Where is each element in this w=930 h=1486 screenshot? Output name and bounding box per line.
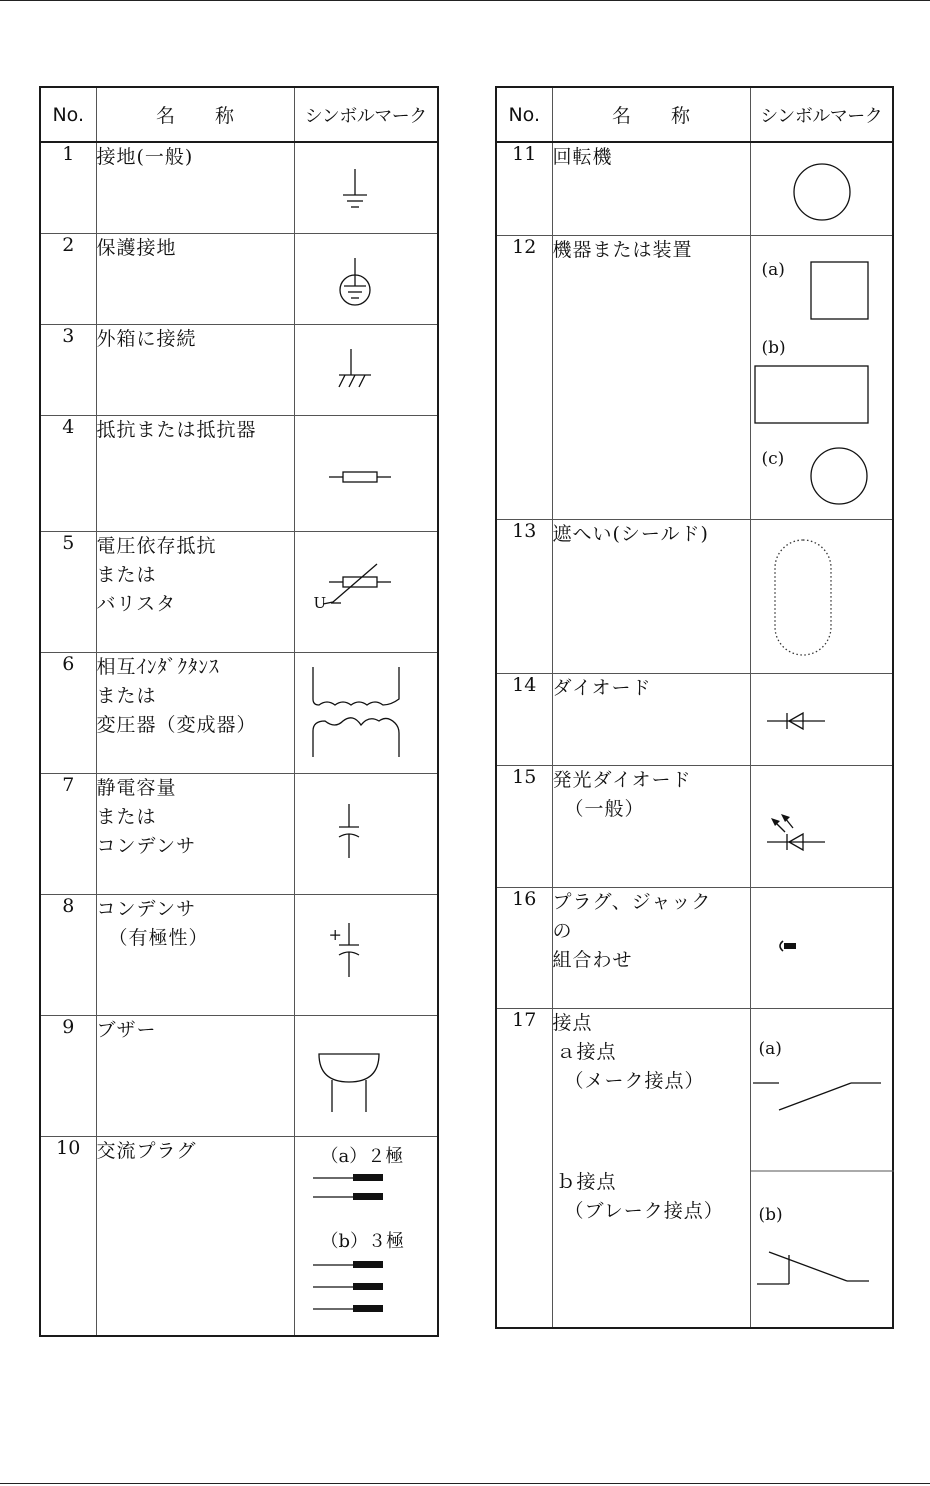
row-number: 5: [40, 531, 96, 652]
plug-2pole-label: （a）２極: [320, 1145, 404, 1167]
row-symbol: [750, 673, 893, 765]
table-row: [496, 1008, 893, 1328]
shield-icon: [751, 520, 894, 674]
header-no: No.: [496, 87, 552, 142]
row-symbol: [294, 531, 438, 652]
row-name-line: または: [96, 563, 157, 586]
row-name-line: 交流プラグ: [96, 1139, 197, 1162]
table-header: [40, 87, 438, 142]
earth-ground-icon: [295, 143, 439, 234]
row-number: 9: [40, 1015, 96, 1136]
symbol-table-left: [39, 86, 439, 1337]
row-name-line: ｂ接点: [556, 1170, 617, 1193]
table-row: [40, 531, 438, 652]
row-symbol: [294, 324, 438, 415]
row-name-line: （ブレーク接点）: [564, 1199, 724, 1222]
header-symbol: シンボルマーク: [750, 87, 893, 142]
table-row: [40, 773, 438, 894]
row-number: 15: [496, 765, 552, 887]
row-name: [96, 233, 294, 324]
device-b-label: (b): [761, 337, 786, 358]
symbol-table-right: [495, 86, 894, 1329]
header-name: 名称: [552, 87, 750, 142]
contact-switch-icon: [751, 1009, 894, 1329]
row-symbol: [294, 773, 438, 894]
row-name-line: （有極性）: [108, 926, 209, 949]
row-name-line: 回転機: [552, 146, 613, 168]
contact-b-label: (b): [758, 1204, 783, 1225]
row-name-line: 抵抗または抵抗器: [96, 418, 257, 441]
row-name: [552, 142, 750, 235]
row-name-line: コンデンサ: [96, 897, 197, 920]
bottom-rule: [0, 1483, 930, 1484]
device-icon: [751, 236, 894, 520]
varistor-label: U: [313, 593, 327, 612]
row-name-line: または: [96, 684, 157, 707]
row-name-line: （一般）: [564, 797, 645, 820]
row-name: [96, 1015, 294, 1136]
row-name-line: 接地(一般): [96, 146, 194, 168]
table-row: [40, 415, 438, 531]
row-name: [96, 773, 294, 894]
led-icon: [751, 766, 894, 888]
transformer-icon: [295, 653, 439, 774]
row-name-line: 接点: [552, 1011, 593, 1034]
row-name-line: ダイオード: [552, 676, 652, 699]
row-name-line: 組合わせ: [552, 948, 633, 971]
row-number: 2: [40, 233, 96, 324]
row-name: [552, 1008, 750, 1328]
row-name-line: ａ接点: [556, 1040, 617, 1063]
row-symbol: [294, 142, 438, 233]
row-name-line: バリスタ: [96, 592, 177, 615]
row-name: [96, 142, 294, 233]
row-symbol: [750, 235, 893, 519]
table-row: [40, 1015, 438, 1136]
row-name: [552, 235, 750, 519]
rotating-machine-icon: [751, 143, 894, 236]
header-no: No.: [40, 87, 96, 142]
row-number: 17: [496, 1008, 552, 1328]
row-number: 8: [40, 894, 96, 1015]
table-row: [496, 673, 893, 765]
row-name-line: または: [96, 805, 157, 828]
row-name-line: 相互ｲﾝﾀﾞｸﾀﾝｽ: [96, 655, 220, 678]
polarized-capacitor-icon: [295, 895, 439, 1016]
row-name: [552, 765, 750, 887]
row-symbol: [750, 519, 893, 673]
row-symbol: [294, 415, 438, 531]
row-symbol: [294, 233, 438, 324]
row-name: [96, 324, 294, 415]
plug-jack-icon: [751, 888, 894, 1009]
row-name-line: 発光ダイオード: [552, 768, 692, 791]
row-name-line: 電圧依存抵抗: [96, 534, 217, 557]
row-name: [96, 894, 294, 1015]
device-a-label: (a): [761, 259, 785, 280]
table-row: [40, 1136, 438, 1336]
row-symbol: [294, 1136, 438, 1336]
chassis-ground-icon: [295, 325, 439, 416]
row-number: 4: [40, 415, 96, 531]
row-name-line: 遮へい(シールド): [552, 522, 709, 545]
table-row: [496, 887, 893, 1008]
row-number: 6: [40, 652, 96, 773]
table-row: [40, 652, 438, 773]
header-name: 名称: [96, 87, 294, 142]
row-number: 11: [496, 142, 552, 235]
row-number: 13: [496, 519, 552, 673]
row-name-line: 変圧器（変成器）: [96, 713, 257, 736]
row-number: 1: [40, 142, 96, 233]
row-name-line: （メーク接点）: [564, 1069, 705, 1092]
buzzer-icon: [295, 1016, 439, 1137]
ac-plug-icon: [295, 1137, 439, 1337]
row-name-line: の: [552, 919, 573, 942]
plug-3pole-label: （b）３極: [320, 1230, 405, 1252]
row-name-line: 機器または装置: [552, 238, 693, 261]
table-header: [496, 87, 893, 142]
device-c-label: (c): [761, 448, 785, 469]
resistor-icon: [295, 416, 439, 532]
row-name-line: 外箱に接続: [96, 327, 197, 350]
table-row: [40, 894, 438, 1015]
row-name: [96, 531, 294, 652]
table-row: [496, 765, 893, 887]
row-name: [96, 652, 294, 773]
contact-a-label: (a): [758, 1038, 782, 1059]
row-number: 10: [40, 1136, 96, 1336]
row-number: 12: [496, 235, 552, 519]
row-name: [552, 887, 750, 1008]
row-symbol: [294, 652, 438, 773]
row-name: [96, 415, 294, 531]
capacitor-icon: [295, 774, 439, 895]
table-row: [40, 142, 438, 233]
polarity-label: +: [328, 924, 342, 944]
row-symbol: [750, 1008, 893, 1328]
table-row: [496, 519, 893, 673]
row-number: 3: [40, 324, 96, 415]
row-symbol: [294, 1015, 438, 1136]
row-symbol: [294, 894, 438, 1015]
row-symbol: [750, 765, 893, 887]
row-number: 14: [496, 673, 552, 765]
row-number: 7: [40, 773, 96, 894]
table-row: [40, 233, 438, 324]
row-number: 16: [496, 887, 552, 1008]
row-name-line: 保護接地: [96, 236, 177, 259]
top-rule: [0, 0, 930, 1]
row-name: [96, 1136, 294, 1336]
row-name-line: 静電容量: [96, 776, 177, 799]
row-name-line: プラグ、ジャック: [552, 890, 712, 913]
header-symbol: シンボルマーク: [294, 87, 438, 142]
row-symbol: [750, 887, 893, 1008]
protective-earth-icon: [295, 234, 439, 325]
row-name-line: コンデンサ: [96, 834, 197, 857]
diode-icon: [751, 674, 894, 766]
table-row: [40, 324, 438, 415]
row-symbol: [750, 142, 893, 235]
row-name: [552, 519, 750, 673]
row-name-line: ブザー: [96, 1018, 157, 1041]
row-name: [552, 673, 750, 765]
table-row: [496, 142, 893, 235]
table-row: [496, 235, 893, 519]
varistor-icon: [295, 532, 439, 653]
